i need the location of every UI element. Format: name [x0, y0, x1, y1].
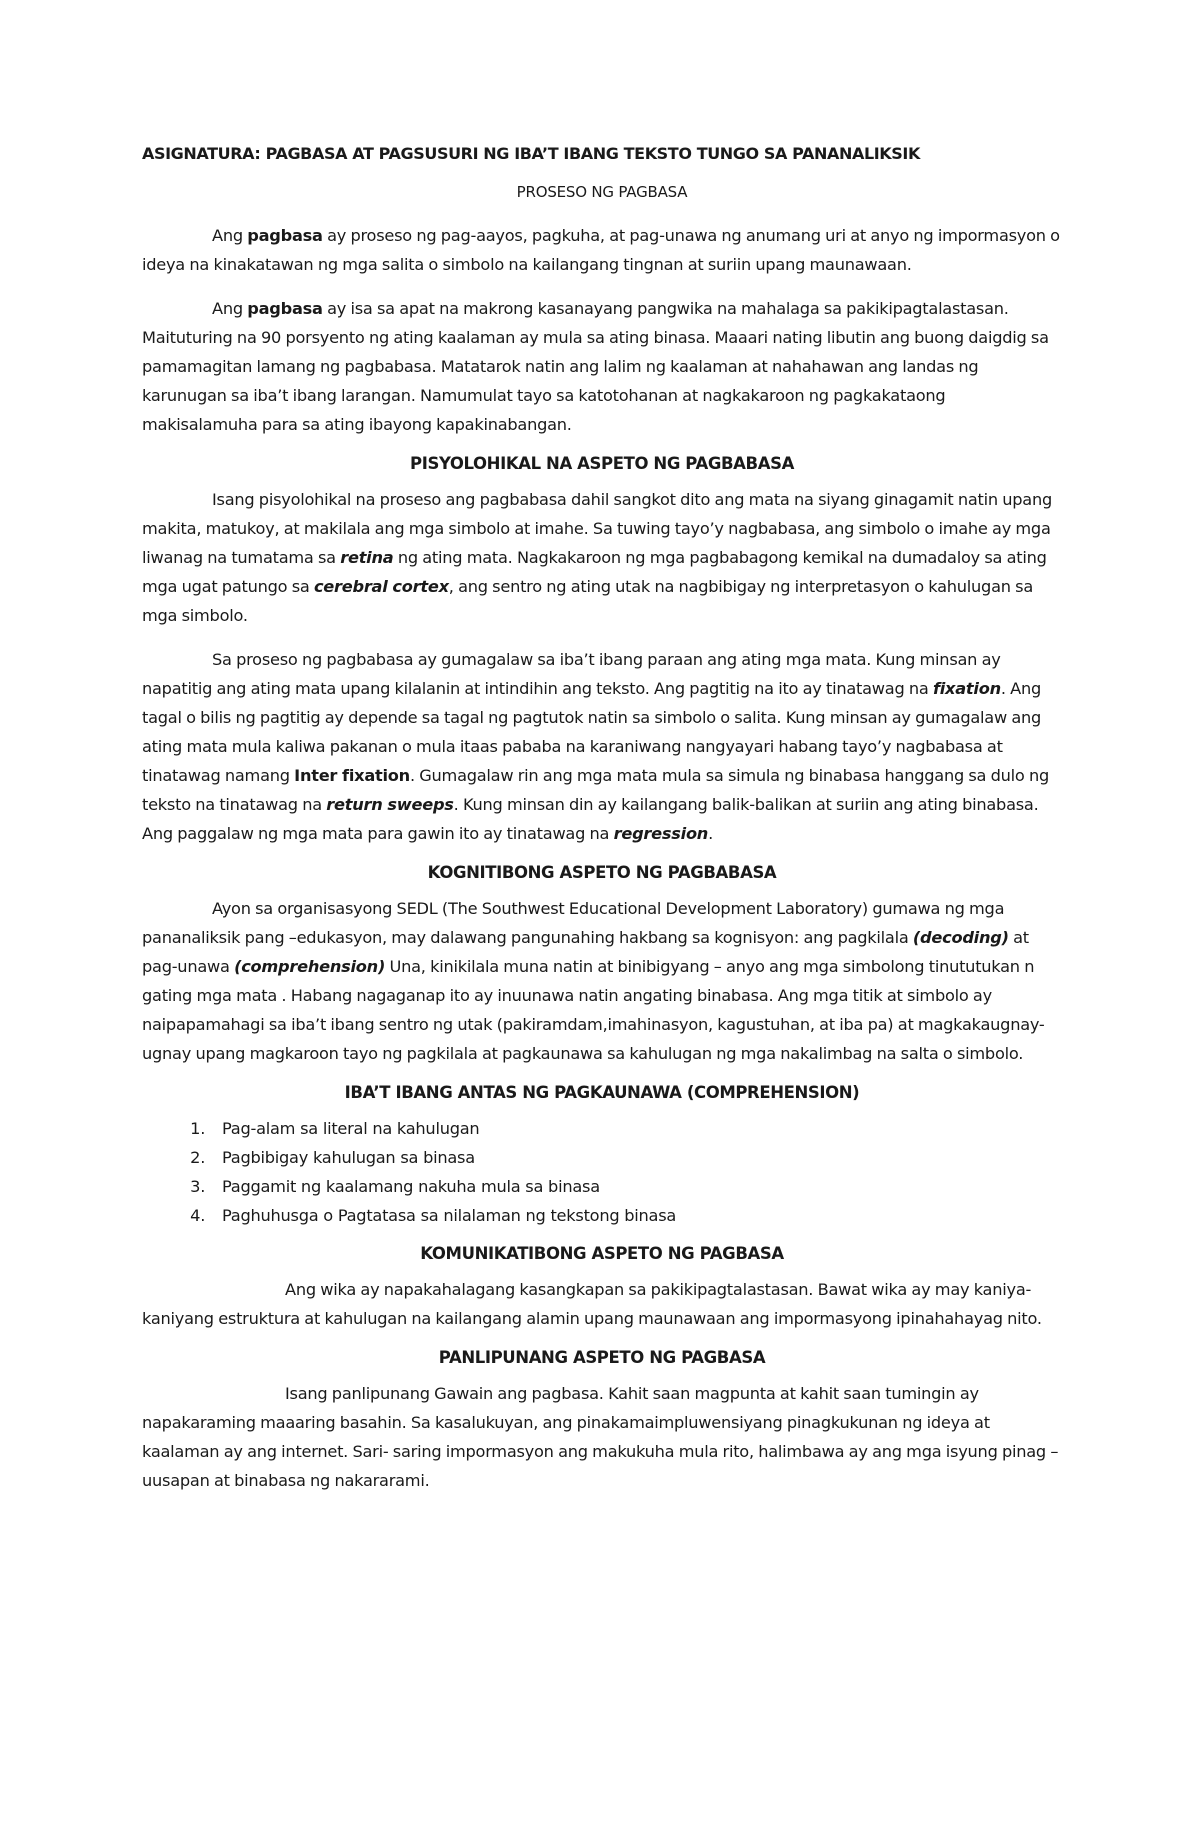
komunikatibo-paragraph-1: Ang wika ay napakahalagang kasangkapan sa pakikipagtalastasan. Bawat wika ay may kaniya- kaniyang estruktura at kahulugan na kailangang alamin upang maunawaan ang impormasyong ipinahahayag nito. — [142, 1280, 1042, 1328]
term-fixation: fixation — [932, 679, 1001, 698]
term-cerebral-cortex: cerebral cortex — [313, 577, 449, 596]
list-item: 2. Pagbibigay kahulugan sa binasa — [210, 1143, 1062, 1172]
pisyolohikal-paragraph-2: Sa proseso ng pagbabasa ay gumagalaw sa iba’t ibang paraan ang ating mga mata. Kung minsan ay napatitig ang ating mata upang kilalanin at intindihin ang teksto. Ang pagtitig na ito ay tinatawag na fixation. Ang tagal o bilis ng pagtitig ay depende sa tagal ng pagtutok natin sa simbolo o salita. Kung minsan ay gumagalaw ang ating mata mula kaliwa pakanan o mula itaas pababa na karaniwang nangyayari habang tayo’y nagbabasa at tinatawag namang Inter fixation. Gumagalaw rin ang mga mata mula sa simula ng binabasa hanggang sa dulo ng teksto na tinatawag na return sweeps. Kung minsan din ay kailangang balik-balikan at suriin ang ating binabasa. Ang paggalaw ng mga mata para gawin ito ay tinatawag na regression. — [142, 650, 1049, 843]
term-comprehension: (comprehension) — [234, 957, 386, 976]
list-item: 1. Pag-alam sa literal na kahulugan — [210, 1114, 1062, 1143]
intro-paragraph-2: Ang pagbasa ay isa sa apat na makrong kasanayang pangwika na mahalaga sa pakikipagtalastasan. Maituturing na 90 porsyento ng ating kaalaman ay mula sa ating binasa. Maaari nating libutin ang buong daigdig sa pamamagitan lamang ng pagbabasa. Matatarok natin ang lalim ng kaalaman at nahahawan ang landas ng karunugan sa iba’t ibang larangan. Namumulat tayo sa katotohanan at nagkakaroon ng pagkakataong makisalamuha para sa ating ibayong kapakinabangan. — [142, 299, 1049, 434]
term-regression: regression — [613, 824, 709, 843]
panlipunan-paragraph-1: Isang panlipunang Gawain ang pagbasa. Kahit saan magpunta at kahit saan tumingin ay napakaraming maaaring basahin. Sa kasalukuyan, ang pinakamaimpluwensiyang pinagkukunan ng ideya at kaalaman ay ang internet. Sari- saring impormasyon ang makukuha mula rito, halimbawa ay ang mga isyung pinag –uusapan at binabasa ng nakararami. — [142, 1384, 1059, 1490]
kognitibo-paragraph-1: Ayon sa organisasyong SEDL (The Southwest Educational Development Laboratory) gumawa ng mga pananaliksik pang –edukasyon, may dalawang pangunahing hakbang sa kognisyon: ang pagkilala (decoding) at pag-unawa (comprehension) Una, kinikilala muna natin at binibigyang – anyo ang mga simbolong tinututukan n gating mga mata . Habang nagaganap ito ay inuunawa natin angating binabasa. Ang mga titik at simbolo ay naipapamahagi sa iba’t ibang sentro ng utak (pakiramdam,imahinasyon, kagustuhan, at iba pa) at magkakaugnay-ugnay upang magkaroon tayo ng pagkilala at pagkaunawa sa kahulugan ng mga nakalimbag na salta o simbolo. — [142, 899, 1045, 1063]
section-heading-pisyolohikal: PISYOLOHIKAL NA ASPETO NG PAGBABASA — [410, 454, 794, 473]
section-heading-kognitibo: KOGNITIBONG ASPETO NG PAGBABASA — [427, 863, 777, 882]
intro-paragraph-1: Ang pagbasa ay proseso ng pag-aayos, pagkuha, at pag-unawa ng anumang uri at anyo ng impormasyon o ideya na kinakatawan ng mga salita o simbolo na kailangang tingnan at suriin upang maunawaan. — [142, 226, 1060, 274]
section-heading-panlipunan: PANLIPUNANG ASPETO NG PAGBASA — [438, 1348, 766, 1367]
course-title: ASIGNATURA: PAGBASA AT PAGSUSURI NG IBA’T IBANG TEKSTO TUNGO SA PANANALIKSIK — [142, 144, 920, 163]
term-decoding: (decoding) — [912, 928, 1009, 947]
term-return-sweeps: return sweeps — [326, 795, 454, 814]
term-pagbasa: pagbasa — [247, 299, 323, 318]
term-pagbasa: pagbasa — [247, 226, 323, 245]
document-title: PROSESO NG PAGBASA — [516, 183, 688, 201]
pisyolohikal-paragraph-1: Isang pisyolohikal na proseso ang pagbabasa dahil sangkot dito ang mata na siyang ginagamit natin upang makita, matukoy, at makilala ang mga simbolo at imahe. Sa tuwing tayo’y nagbabasa, ang simbolo o imahe ay mga liwanag na tumatama sa retina ng ating mata. Nagkakaroon ng mga pagbabagong kemikal na dumadaloy sa ating mga ugat patungo sa cerebral cortex, ang sentro ng ating utak na nagbibigay ng interpretasyon o kahulugan sa mga simbolo. — [142, 490, 1052, 625]
section-heading-komunikatibo: KOMUNIKATIBONG ASPETO NG PAGBASA — [420, 1244, 784, 1263]
list-item: 3. Paggamit ng kaalamang nakuha mula sa binasa — [210, 1172, 1062, 1201]
list-item: 4. Paghuhusga o Pagtatasa sa nilalaman ng tekstong binasa — [210, 1201, 1062, 1230]
document-body — [142, 144, 1062, 1510]
term-inter-fixation: Inter fixation — [294, 766, 410, 785]
term-retina: retina — [340, 548, 394, 567]
section-heading-antas: IBA’T IBANG ANTAS NG PAGKAUNAWA (COMPREHENSION) — [344, 1083, 860, 1102]
comprehension-levels-list — [142, 1114, 1062, 1230]
